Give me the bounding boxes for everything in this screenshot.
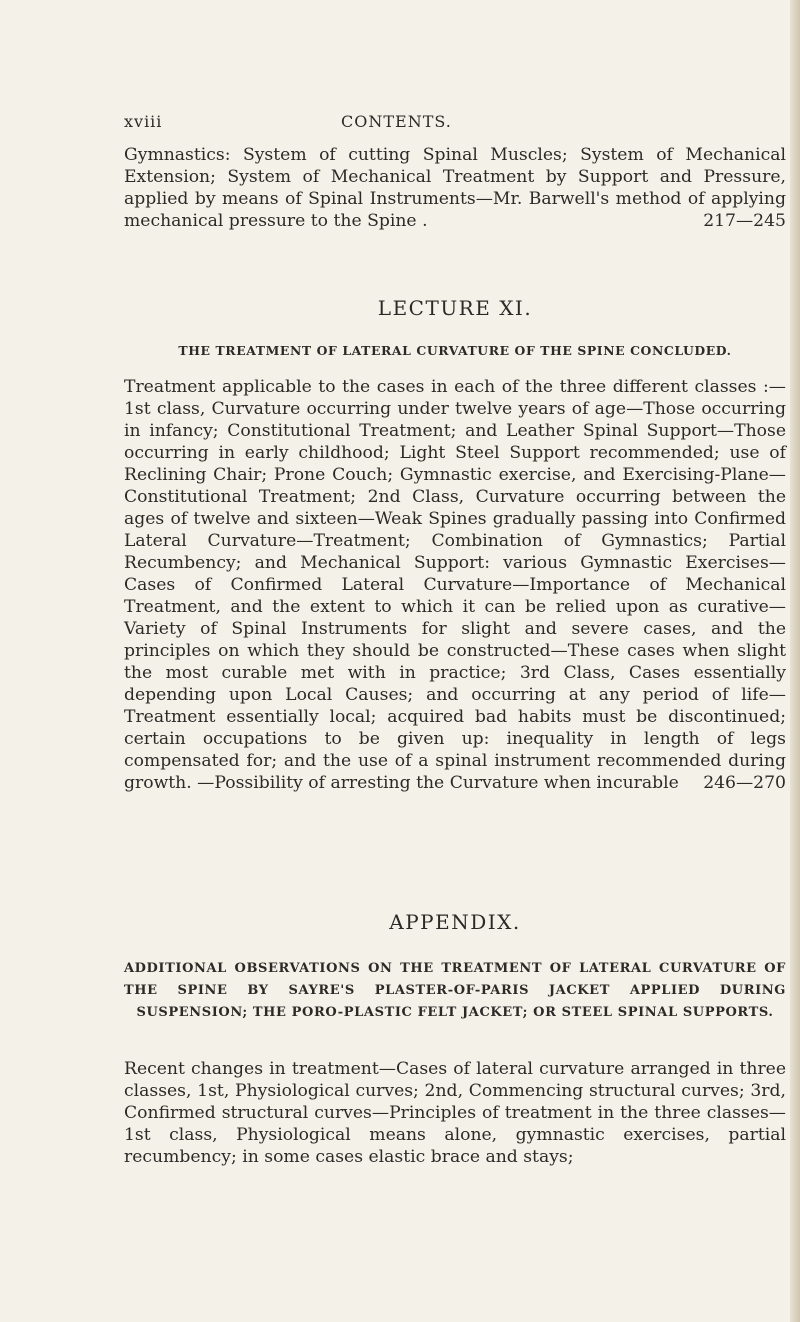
appendix-summary [124,1058,786,1168]
appendix-summary-text: Recent changes in treatment—Cases of lateral curvature arranged in three classes, 1st, Physiological curves; 2nd, Commencing structural curves; 3rd, Confirmed structural curves—Principles of treatment in the three classes—1st class, Physiological means alone, gymnastic exercises, partial recumbency; in some cases elastic brace and stays; [124,1059,786,1167]
lecture-x-summary-text: Gymnastics: System of cutting Spinal Muscles; System of Mechanical Extension; System of Mechanical Treatment by Support and Pressure, applied by means of Spinal Instruments—Mr. Barwell's method of applying mechanical pressure to the Spine . [124,145,786,231]
running-head [124,112,684,138]
lecture-x-summary [124,144,786,232]
appendix-subtitle: ADDITIONAL OBSERVATIONS ON THE TREATMENT OF LATERAL CURVATURE OF THE SPINE BY SAYRE'S PLASTER-OF-PARIS JACKET APPLIED DURING SUSPENSION; THE PORO-PLASTIC FELT JACKET; OR STEEL SPINAL SUPPORTS. [124,961,786,1020]
appendix-heading: APPENDIX. [389,910,521,934]
lecture-xi-page-range: 246—270 [703,773,786,793]
lecture-xi-subtitle: THE TREATMENT OF LATERAL CURVATURE OF THE SPINE CONCLUDED. [178,343,732,358]
page-edge-shadow [790,0,800,1322]
lecture-x-page-range: 217—245 [703,211,786,231]
page-number: xviii [124,112,163,131]
lecture-xi-summary [124,376,786,794]
lecture-xi-summary-text: Treatment applicable to the cases in each of the three different classes :— 1st class, Curvature occurring under twelve years of age—Those occurring in infancy; Constitutional Treatment; and Leather Spinal Support—Those occurring in early childhood; Light Steel Support recommended; use of Reclining Chair; Prone Couch; Gymnastic exercise, and Exercising-Plane—Constitutional Treatment; 2nd Class, Curvature occurring between the ages of twelve and sixteen—Weak Spines gradually passing into Confirmed Lateral Curvature—Treatment; Combination of Gymnastics; Partial Recumbency; and Mechanical Support: various Gymnastic Exercises—Cases of Confirmed Lateral Curvature—Importance of Mechanical Treatment, and the extent to which it can be relied upon as curative—Variety of Spinal Instruments for slight and severe cases, and the principles on which they should be constructed—These cases when slight the most curable met with in practice; 3rd Class, Cases essentially depending upon Local Causes; and occurring at any period of life—Treatment essentially local; acquired bad habits must be discontinued; certain occupations to be given up: inequality in length of legs compensated for; and the use of a spinal instrument recommended during growth. —Possibility of arresting the Curvature when incurable [124,377,786,793]
lecture-xi-heading: LECTURE XI. [377,296,533,320]
running-head-title: CONTENTS. [341,112,452,131]
